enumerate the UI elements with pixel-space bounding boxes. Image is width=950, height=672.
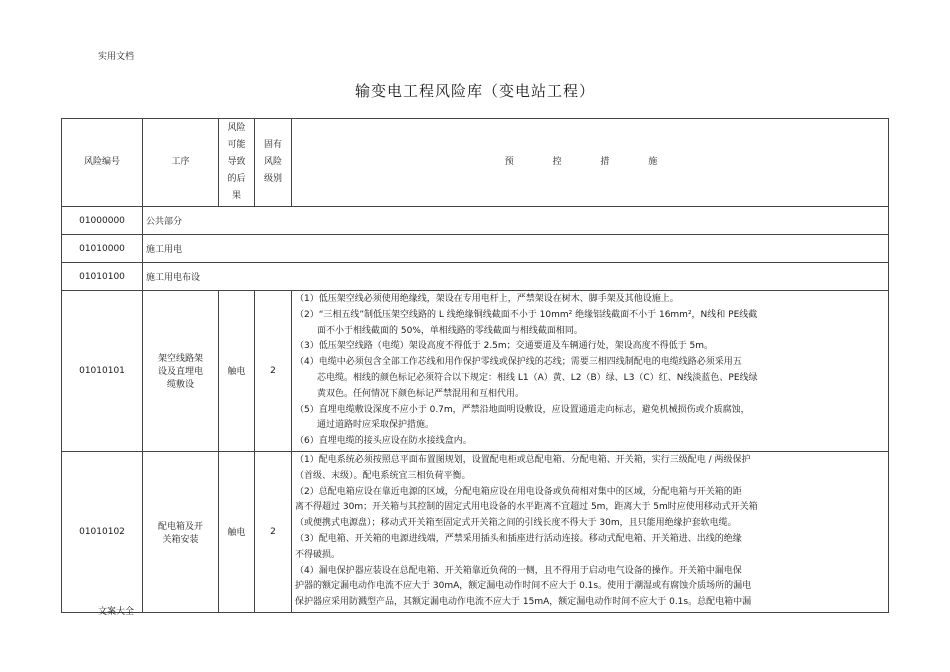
measure-line: （4）漏电保护器应装设在总配电箱、开关箱靠近负荷的一侧，且不得用于启动电气设备的操作。开关箱中漏电保 xyxy=(295,565,742,576)
page-header-label: 实用文档 xyxy=(98,52,135,62)
row-code: 01010101 xyxy=(62,291,143,452)
table-row xyxy=(62,291,889,452)
measure-line: 离不得超过 30m；开关箱与其控制的固定式用电设备的水平距离不宜超过 5m，距离大于 5m时应使用移动式开关箱 xyxy=(295,502,758,513)
table-row xyxy=(62,451,889,612)
section-row xyxy=(62,235,889,263)
measure-line: （1）配电系统必须按照总平面布置图规划，设置配电柜或总配电箱、分配电箱、开关箱，实行三级配电 / 两级保护 xyxy=(295,454,751,465)
measure-line: 面不小于相线截面的 50%，单相线路的零线截面与相线截面相同。 xyxy=(317,325,583,336)
row-consequence: 触电 xyxy=(219,291,255,452)
measure-line: 黄双色。任何情况下颜色标记严禁混用和互相代用。 xyxy=(317,388,525,399)
header-consequence-line: 导致 xyxy=(227,157,246,167)
row-measures xyxy=(292,451,889,612)
measure-line: （3）低压架空线路（电缆）架设高度不得低于 2.5m；交通要道及车辆通行处，架设高度不得低于 5m。 xyxy=(295,341,714,352)
measure-line: （3）配电箱、开关箱的电源进线端，严禁采用插头和插座进行活动连接。移动式配电箱、开关箱进、出线的绝缘 xyxy=(295,533,742,544)
header-consequence-line: 果 xyxy=(231,191,241,201)
header-consequence xyxy=(219,119,255,207)
header-consequence-line: 可能 xyxy=(227,140,246,150)
header-level-line: 级别 xyxy=(263,174,282,184)
header-measures: 预 控 措 施 xyxy=(292,119,889,207)
measure-line: （6）直埋电缆的接头应设在防水接线盒内。 xyxy=(295,436,472,447)
measure-line: 芯电缆。相线的颜色标记必须符合以下规定：相线 L1（A）黄、L2（B）绿、L3（C）红、N线淡蓝色、PE线绿 xyxy=(317,372,758,383)
measure-line: （2）“三相五线”制低压架空线路的 L 线绝缘铜线截面不小于 10mm² 绝缘铝线截面不小于 16mm²，N线和 PE线截 xyxy=(295,309,758,320)
section-row xyxy=(62,207,889,235)
table-header-row xyxy=(62,119,889,207)
row-level: 2 xyxy=(255,291,292,452)
header-level-line: 风险 xyxy=(263,157,282,167)
row-consequence: 触电 xyxy=(219,451,255,612)
risk-table xyxy=(61,118,889,613)
document-title: 输变电工程风险库（变电站工程） xyxy=(354,82,595,100)
section-code: 01010100 xyxy=(62,263,143,291)
measure-line: 保护器应采用防溅型产品，其额定漏电动作电流不应大于 15mA，额定漏电动作时间不应大于 0.1s。总配电箱中漏 xyxy=(295,597,752,608)
measure-line: （1）低压架空线必须使用绝缘线，架设在专用电杆上，严禁架设在树木、脚手架及其他设施上。 xyxy=(295,294,679,304)
header-consequence-line: 风险 xyxy=(227,123,246,133)
row-measures xyxy=(292,291,889,452)
section-code: 01010000 xyxy=(62,235,143,263)
measure-line: 通过道路时应采取保护措施。 xyxy=(317,420,435,431)
row-process-line: 配电箱及开 xyxy=(157,521,203,532)
measure-line: 不得破损。 xyxy=(295,549,341,560)
header-process: 工序 xyxy=(143,119,219,207)
page-footer-label: 文案大全 xyxy=(98,607,135,617)
measure-line: （首级、末级）。配电系统宜三相负荷平衡。 xyxy=(295,470,471,481)
row-process xyxy=(143,451,219,612)
row-process-line: 设及直埋电 xyxy=(157,367,203,378)
header-consequence-line: 的后 xyxy=(227,174,246,184)
measure-line: （或便携式电源盘）；移动式开关箱至固定式开关箱之间的引线长度不得大于 30m，且只能用绝缘护套软电缆。 xyxy=(295,518,737,529)
measure-line: （2）总配电箱应设在靠近电源的区域，分配电箱应设在用电设备或负荷相对集中的区域，分配电箱与开关箱的距 xyxy=(295,486,742,497)
header-level xyxy=(255,119,292,207)
row-process-line: 关箱安装 xyxy=(162,534,199,545)
measure-line: （5）直埋电缆敷设深度不应小于 0.7m，严禁沿地面明设敷设，应设置通道走向标志，避免机械损伤或介质腐蚀， xyxy=(295,404,750,415)
measure-line: 护器的额定漏电动作电流不应大于 30mA，额定漏电动作时间不应大于 0.1s。使用于潮湿或有腐蚀介质场所的漏电 xyxy=(295,581,752,592)
section-name: 公共部分 xyxy=(143,207,889,235)
measure-line: （4）电缆中必须包含全部工作芯线和用作保护零线或保护线的芯线；需要三相四线制配电的电缆线路必须采用五 xyxy=(295,357,742,368)
row-code: 01010102 xyxy=(62,451,143,612)
row-process-line: 缆敷设 xyxy=(166,380,194,391)
section-name: 施工用电 xyxy=(143,235,889,263)
section-name: 施工用电布设 xyxy=(143,263,889,291)
row-level: 2 xyxy=(255,451,292,612)
section-code: 01000000 xyxy=(62,207,143,235)
row-process xyxy=(143,291,219,452)
header-level-line: 固有 xyxy=(263,140,282,150)
row-process-line: 架空线路架 xyxy=(157,354,203,365)
header-code: 风险编号 xyxy=(62,119,143,207)
section-row xyxy=(62,263,889,291)
